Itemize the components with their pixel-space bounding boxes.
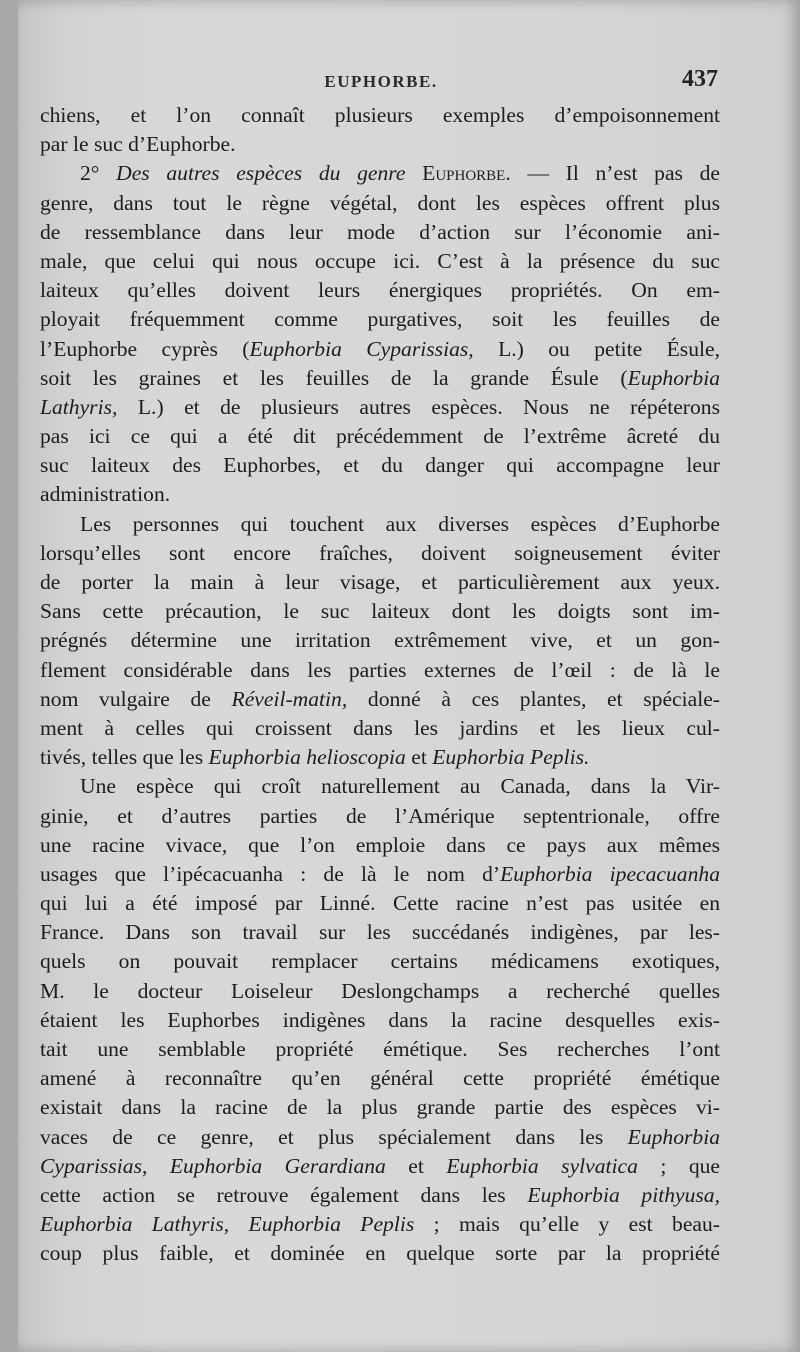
text-line: administration. (40, 482, 171, 507)
italic-text: Euphorbia Lathyris, Euphorbia Peplis (40, 1212, 415, 1237)
body-text (40, 101, 720, 1269)
italic-text: Euphorbia pithyusa, (527, 1182, 720, 1207)
text-line: ployait fréquemment comme purgatives, soit les feuilles de (40, 307, 720, 332)
text-line (40, 393, 720, 422)
text-segment: usages que l’ipécacuanha : de là le nom d’ (40, 861, 501, 886)
text-line: de porter la main à leur visage, et particulièrement aux yeux. (40, 570, 720, 594)
book-page (18, 0, 800, 1352)
text-line: France. Dans son travail sur les succédanés indigènes, par les- (40, 920, 720, 945)
text-segment: nom vulgaire de (40, 686, 232, 711)
text-line (40, 364, 720, 393)
text-line: tait une semblable propriété émétique. Ses recherches l’ont (40, 1037, 720, 1061)
italic-text: Euphorbia Gerardiana (169, 1153, 386, 1178)
text-line (40, 1152, 720, 1181)
text-line: coup plus faible, et dominée en quelque sorte par la propriété (40, 1241, 720, 1266)
text-segment: cette action se retrouve également dans les (40, 1182, 528, 1207)
text-line: laiteux qu’elles doivent leurs énergiques propriétés. On em- (40, 278, 720, 303)
text-line: Sans cette précaution, le suc laiteux dont les doigts sont im- (40, 599, 720, 624)
text-line (40, 860, 720, 889)
text-line (40, 685, 720, 714)
text-line: suc laiteux des Euphorbes, et du danger qui accompagne leur (40, 453, 720, 478)
italic-text: Euphorbia sylvatica (446, 1153, 638, 1178)
text-line (40, 335, 720, 364)
text-segment: tivés, telles que les (40, 745, 209, 770)
running-head: EUPHORBE. (324, 72, 438, 91)
text-segment: ; mais qu’elle y est beau- (414, 1212, 720, 1237)
text-line: ment à celles qui croissent dans les jardins et les lieux cul- (40, 715, 720, 740)
text-segment: l’Euphorbe cyprès ( (40, 336, 250, 361)
text-line: existait dans la racine de la plus grande partie des espèces vi- (40, 1095, 720, 1120)
italic-text: Réveil-matin, (231, 686, 348, 711)
text-segment: 2° (80, 161, 117, 186)
text-segment: Euphorbe (422, 161, 506, 186)
text-segment: L.) et de plusieurs autres espèces. Nous ne répéterons (117, 394, 720, 419)
text-line (40, 159, 720, 188)
text-line: qui lui a été imposé par Linné. Cette racine n’est pas usitée en (40, 891, 720, 916)
text-line (40, 1123, 720, 1152)
italic-text: Lathyris, (40, 394, 118, 419)
text-line (40, 1181, 720, 1210)
text-line: lorsqu’elles sont encore fraîches, doivent soigneusement éviter (40, 540, 720, 565)
text-line: genre, dans tout le règne végétal, dont les espèces offrent plus (40, 190, 720, 215)
text-line (40, 743, 720, 772)
italic-text: Cyparissias (40, 1153, 142, 1178)
italic-text: Des autres espèces du genre (116, 161, 423, 186)
text-segment: ; que (637, 1153, 720, 1178)
text-segment: . — Il n’est pas de (505, 161, 720, 186)
text-line: de ressemblance dans leur mode d’action sur l’économie ani- (40, 219, 720, 244)
text-segment: et (405, 745, 433, 770)
italic-text: Euphorbia (627, 1124, 720, 1149)
text-line: flement considérable dans les parties externes de l’œil : de là le (40, 657, 720, 682)
text-line: ginie, et d’autres parties de l’Amérique septentrionale, offre (40, 803, 720, 828)
text-segment: vaces de ce genre, et plus spécialement dans les (40, 1124, 628, 1149)
italic-text: Euphorbia helioscopia (208, 745, 406, 770)
text-segment: donné à ces plantes, et spéciale- (347, 686, 721, 711)
page-header (40, 66, 722, 96)
text-line: par le suc d’Euphorbe. (40, 132, 236, 157)
text-line: M. le docteur Loiseleur Deslongchamps a recherché quelles (40, 978, 720, 1003)
text-line: prégnés détermine une irritation extrêmement vive, et un gon- (40, 628, 720, 653)
text-line: male, que celui qui nous occupe ici. C’est à la présence du suc (40, 248, 720, 273)
italic-text: Euphorbia Peplis. (432, 745, 590, 770)
text-line: quels on pouvait remplacer certains médicamens exotiques, (40, 949, 720, 974)
text-line: étaient les Euphorbes indigènes dans la racine desquelles exis- (40, 1007, 720, 1032)
text-line: Les personnes qui touchent aux diverses espèces d’Euphorbe (80, 511, 720, 536)
text-segment: et (385, 1153, 447, 1178)
page-number: 437 (682, 66, 718, 92)
italic-text: Euphorbia Cyparissias, (249, 336, 474, 361)
text-line: chiens, et l’on connaît plusieurs exemples d’empoisonnement (40, 103, 720, 127)
text-segment: L.) ou petite Ésule, (473, 336, 720, 361)
text-line: amené à reconnaître qu’en général cette propriété émétique (40, 1066, 720, 1091)
text-segment: soit les graines et les feuilles de la grande Ésule ( (40, 365, 628, 390)
text-line: une racine vivace, que l’on emploie dans ce pays aux mêmes (40, 832, 720, 857)
italic-text: Euphorbia (627, 365, 720, 390)
italic-text: Euphorbia ipecacuanha (500, 861, 720, 886)
text-line: pas ici ce qui a été dit précédemment de l’extrême âcreté du (40, 424, 720, 449)
text-segment: , (142, 1153, 170, 1178)
text-line (40, 1210, 720, 1239)
text-line: Une espèce qui croît naturellement au Canada, dans la Vir- (80, 774, 720, 799)
